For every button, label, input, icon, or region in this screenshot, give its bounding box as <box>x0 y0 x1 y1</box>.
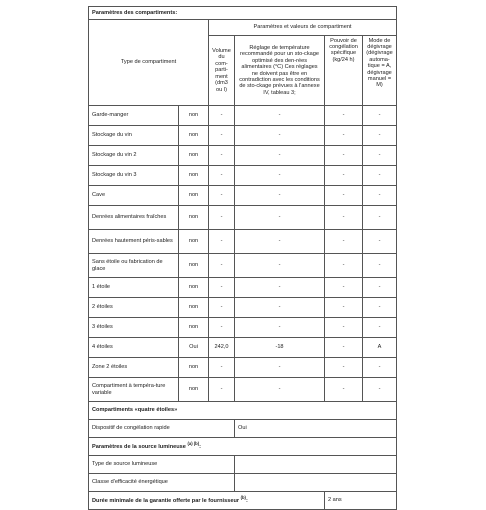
compartment-temperature: - <box>235 278 325 298</box>
compartment-defrost: - <box>363 146 397 166</box>
compartment-present: non <box>179 378 209 402</box>
col-header-temperature: Réglage de température recommandé pour un sto-ckage optimisé des den-rées alimentaires (°C) Ces réglages ne doivent pas être en contradiction avec les conditions de sto-ckage prévues à l'annexe IV, tableau 3; <box>235 36 325 106</box>
warranty-footnote: (b) <box>240 495 246 501</box>
compartment-defrost: - <box>363 166 397 186</box>
table-row <box>89 206 397 230</box>
fast-freeze-value: Oui <box>235 420 397 438</box>
compartment-defrost: - <box>363 230 397 254</box>
compartment-freezing-power: - <box>325 358 363 378</box>
compartment-defrost: - <box>363 186 397 206</box>
light-type-value <box>235 456 397 474</box>
compartment-volume: - <box>209 318 235 338</box>
compartment-freezing-power: - <box>325 166 363 186</box>
compartment-volume: 242,0 <box>209 338 235 358</box>
compartment-volume: - <box>209 298 235 318</box>
compartment-temperature: - <box>235 166 325 186</box>
compartment-defrost: - <box>363 358 397 378</box>
compartment-freezing-power: - <box>325 338 363 358</box>
compartment-temperature: -18 <box>235 338 325 358</box>
table-row <box>89 254 397 278</box>
compartment-volume: - <box>209 206 235 230</box>
compartment-temperature: - <box>235 126 325 146</box>
compartment-temperature: - <box>235 206 325 230</box>
compartment-name: Stockage du vin 3 <box>89 166 179 186</box>
compartment-present: non <box>179 298 209 318</box>
compartment-present: non <box>179 146 209 166</box>
compartment-freezing-power: - <box>325 278 363 298</box>
compartment-present: non <box>179 318 209 338</box>
compartment-volume: - <box>209 186 235 206</box>
compartment-temperature: - <box>235 186 325 206</box>
compartment-present: non <box>179 186 209 206</box>
compartment-temperature: - <box>235 146 325 166</box>
compartment-volume: - <box>209 106 235 126</box>
compartment-volume: - <box>209 358 235 378</box>
compartment-freezing-power: - <box>325 186 363 206</box>
light-source-footnote: (a) (b) <box>187 441 200 447</box>
compartment-temperature: - <box>235 378 325 402</box>
compartment-name: Garde-manger <box>89 106 179 126</box>
light-class-label: Classe d'efficacité énergétique <box>89 474 235 492</box>
compartment-defrost: - <box>363 206 397 230</box>
compartment-name: Denrées alimentaires fraîches <box>89 206 179 230</box>
compartment-defrost: - <box>363 378 397 402</box>
compartment-freezing-power: - <box>325 206 363 230</box>
table-row <box>89 378 397 402</box>
light-source-title: Paramètres de la source lumineuse $^{(a) (b)}$: <box>89 438 397 456</box>
compartment-defrost: - <box>363 106 397 126</box>
table-row <box>89 318 397 338</box>
four-star-title: Compartiments «quatre étoiles» <box>89 402 397 420</box>
compartment-defrost: - <box>363 254 397 278</box>
compartment-temperature: - <box>235 106 325 126</box>
compartment-temperature: - <box>235 254 325 278</box>
table-row <box>89 126 397 146</box>
compartment-present: non <box>179 206 209 230</box>
compartment-freezing-power: - <box>325 318 363 338</box>
table-row <box>89 338 397 358</box>
compartment-temperature: - <box>235 358 325 378</box>
compartment-freezing-power: - <box>325 146 363 166</box>
col-header-defrost-mode: Mode de dégivrage (dégivrage automa-tique = A, dégivrage manuel = M) <box>363 36 397 106</box>
warranty-label: Durée minimale de la garantie offerte par le fournisseur $^{(b)}$: <box>89 492 325 510</box>
table-row <box>89 166 397 186</box>
compartment-name: Stockage du vin <box>89 126 179 146</box>
table-row <box>89 230 397 254</box>
compartment-name: Zone 2 étoiles <box>89 358 179 378</box>
compartment-name: 4 étoiles <box>89 338 179 358</box>
col-header-type: Type de compartiment <box>89 20 209 106</box>
table-title: Paramètres des compartiments: <box>89 7 397 20</box>
table-row <box>89 106 397 126</box>
compartment-present: non <box>179 230 209 254</box>
compartment-present: non <box>179 358 209 378</box>
fast-freeze-label: Dispositif de congélation rapide <box>89 420 235 438</box>
compartment-temperature: - <box>235 230 325 254</box>
compartment-defrost: - <box>363 318 397 338</box>
table-row <box>89 278 397 298</box>
compartment-volume: - <box>209 146 235 166</box>
params-header: Paramètres et valeurs de compartiment <box>209 20 397 36</box>
compartment-volume: - <box>209 230 235 254</box>
compartment-present: Oui <box>179 338 209 358</box>
compartment-freezing-power: - <box>325 254 363 278</box>
compartment-freezing-power: - <box>325 230 363 254</box>
table-row <box>89 358 397 378</box>
compartment-parameters-table <box>88 6 397 510</box>
compartment-name: 2 étoiles <box>89 298 179 318</box>
compartment-defrost: - <box>363 298 397 318</box>
compartment-freezing-power: - <box>325 106 363 126</box>
compartment-temperature: - <box>235 298 325 318</box>
compartment-name: Stockage du vin 2 <box>89 146 179 166</box>
compartment-freezing-power: - <box>325 298 363 318</box>
compartment-temperature: - <box>235 318 325 338</box>
compartment-defrost: - <box>363 126 397 146</box>
compartment-volume: - <box>209 166 235 186</box>
compartment-present: non <box>179 278 209 298</box>
compartment-name: 1 étoile <box>89 278 179 298</box>
compartment-present: non <box>179 126 209 146</box>
compartment-present: non <box>179 254 209 278</box>
compartment-freezing-power: - <box>325 126 363 146</box>
table-row <box>89 298 397 318</box>
compartment-name: Denrées hautement péris-sables <box>89 230 179 254</box>
compartment-volume: - <box>209 126 235 146</box>
light-type-label: Type de source lumineuse <box>89 456 235 474</box>
compartment-name: Compartiment à tempéra-ture variable <box>89 378 179 402</box>
warranty-value: 2 ans <box>325 492 397 510</box>
compartment-name: Cave <box>89 186 179 206</box>
compartment-present: non <box>179 166 209 186</box>
compartment-name: Sans étoile ou fabrication de glace <box>89 254 179 278</box>
compartment-present: non <box>179 106 209 126</box>
compartment-volume: - <box>209 278 235 298</box>
compartment-volume: - <box>209 254 235 278</box>
compartment-volume: - <box>209 378 235 402</box>
compartment-defrost: A <box>363 338 397 358</box>
col-header-freezing-power: Pouvoir de congélation spécifique (kg/24 h) <box>325 36 363 106</box>
col-header-volume: Volume du com-parti-ment (dm3 ou l) <box>209 36 235 106</box>
light-class-value <box>235 474 397 492</box>
table-row <box>89 146 397 166</box>
table-row <box>89 186 397 206</box>
compartment-name: 3 étoiles <box>89 318 179 338</box>
compartment-freezing-power: - <box>325 378 363 402</box>
compartment-defrost: - <box>363 278 397 298</box>
